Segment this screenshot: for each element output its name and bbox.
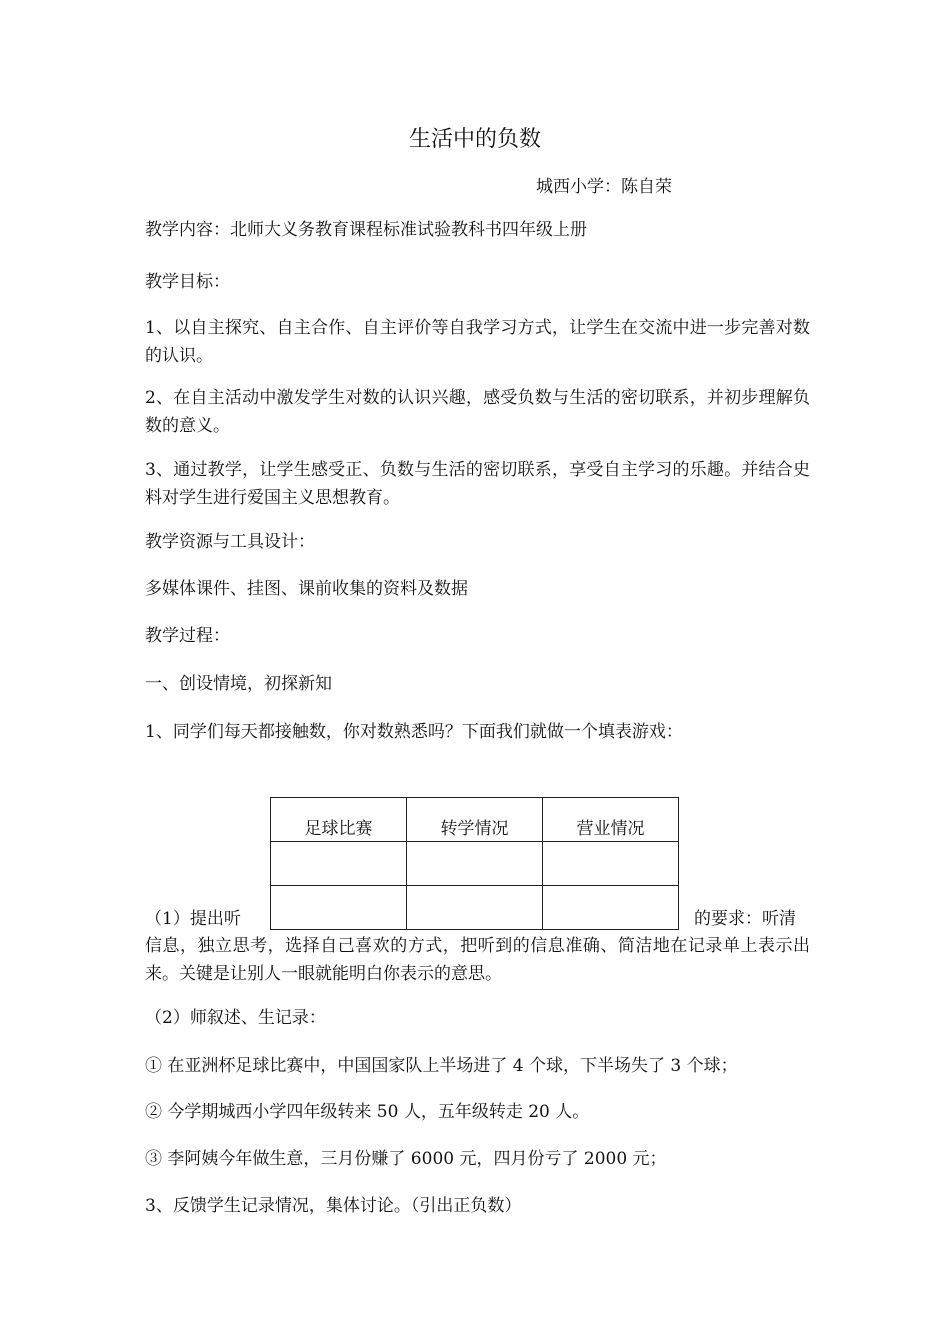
item-3: ③ 李阿姨今年做生意，三月份赚了 6000 元，四月份亏了 2000 元； xyxy=(145,1149,667,1169)
table-cell xyxy=(407,842,543,886)
table-header-cell: 足球比赛 xyxy=(271,798,407,842)
table-header-cell: 转学情况 xyxy=(407,798,543,842)
resources-line: 多媒体课件、挂图、课前收集的资料及数据 xyxy=(145,579,468,599)
requirement-start: （1）提出听 xyxy=(145,909,241,929)
table-cell xyxy=(271,886,407,930)
document-title: 生活中的负数 xyxy=(408,127,541,152)
step-2: （2）师叙述、生记录： xyxy=(145,1008,326,1028)
goal-2: 2、在自主活动中激发学生对数的认识兴趣，感受负数与生活的密切联系，并初步理解负数的意义。 xyxy=(145,388,810,436)
item-1: ① 在亚洲杯足球比赛中，中国国家队上半场进了 4 个球，下半场失了 3 个球； xyxy=(145,1056,738,1076)
content-line: 教学内容：北师大义务教育课程标准试验教科书四年级上册 xyxy=(145,220,587,240)
table-cell xyxy=(543,842,679,886)
process-heading: 教学过程： xyxy=(145,626,230,646)
goal-3: 3、通过教学，让学生感受正、负数与生活的密切联系，享受自主学习的乐趣。并结合史料对学生进行爱国主义思想教育。 xyxy=(145,460,810,508)
table-cell xyxy=(271,842,407,886)
table-cell xyxy=(543,886,679,930)
requirement-continued: 的要求：听清 xyxy=(694,909,796,929)
goal-1: 1、以自主探究、自主合作、自主评价等自我学习方式，让学生在交流中进一步完善对数的认识。 xyxy=(145,318,810,366)
table-header-cell: 营业情况 xyxy=(543,798,679,842)
table-row xyxy=(271,886,679,930)
item-2: ② 今学期城西小学四年级转来 50 人，五年级转走 20 人。 xyxy=(145,1102,590,1122)
author-line: 城西小学：陈自荣 xyxy=(536,177,672,197)
requirement-body: 信息，独立思考，选择自己喜欢的方式，把听到的信息准确、简洁地在记录单上表示出来。关键是让别人一眼就能明白你表示的意思。 xyxy=(145,936,810,984)
section-1-heading: 一、创设情境，初探新知 xyxy=(145,674,332,694)
goals-heading: 教学目标： xyxy=(145,272,230,292)
table-row xyxy=(271,842,679,886)
table-header-row xyxy=(271,798,679,842)
step-1: 1、同学们每天都接触数，你对数熟悉吗？下面我们就做一个填表游戏： xyxy=(145,722,683,742)
record-table xyxy=(270,797,679,930)
step-3: 3、反馈学生记录情况，集体讨论。（引出正负数） xyxy=(145,1196,522,1216)
table-cell xyxy=(407,886,543,930)
resources-heading: 教学资源与工具设计： xyxy=(145,532,315,552)
